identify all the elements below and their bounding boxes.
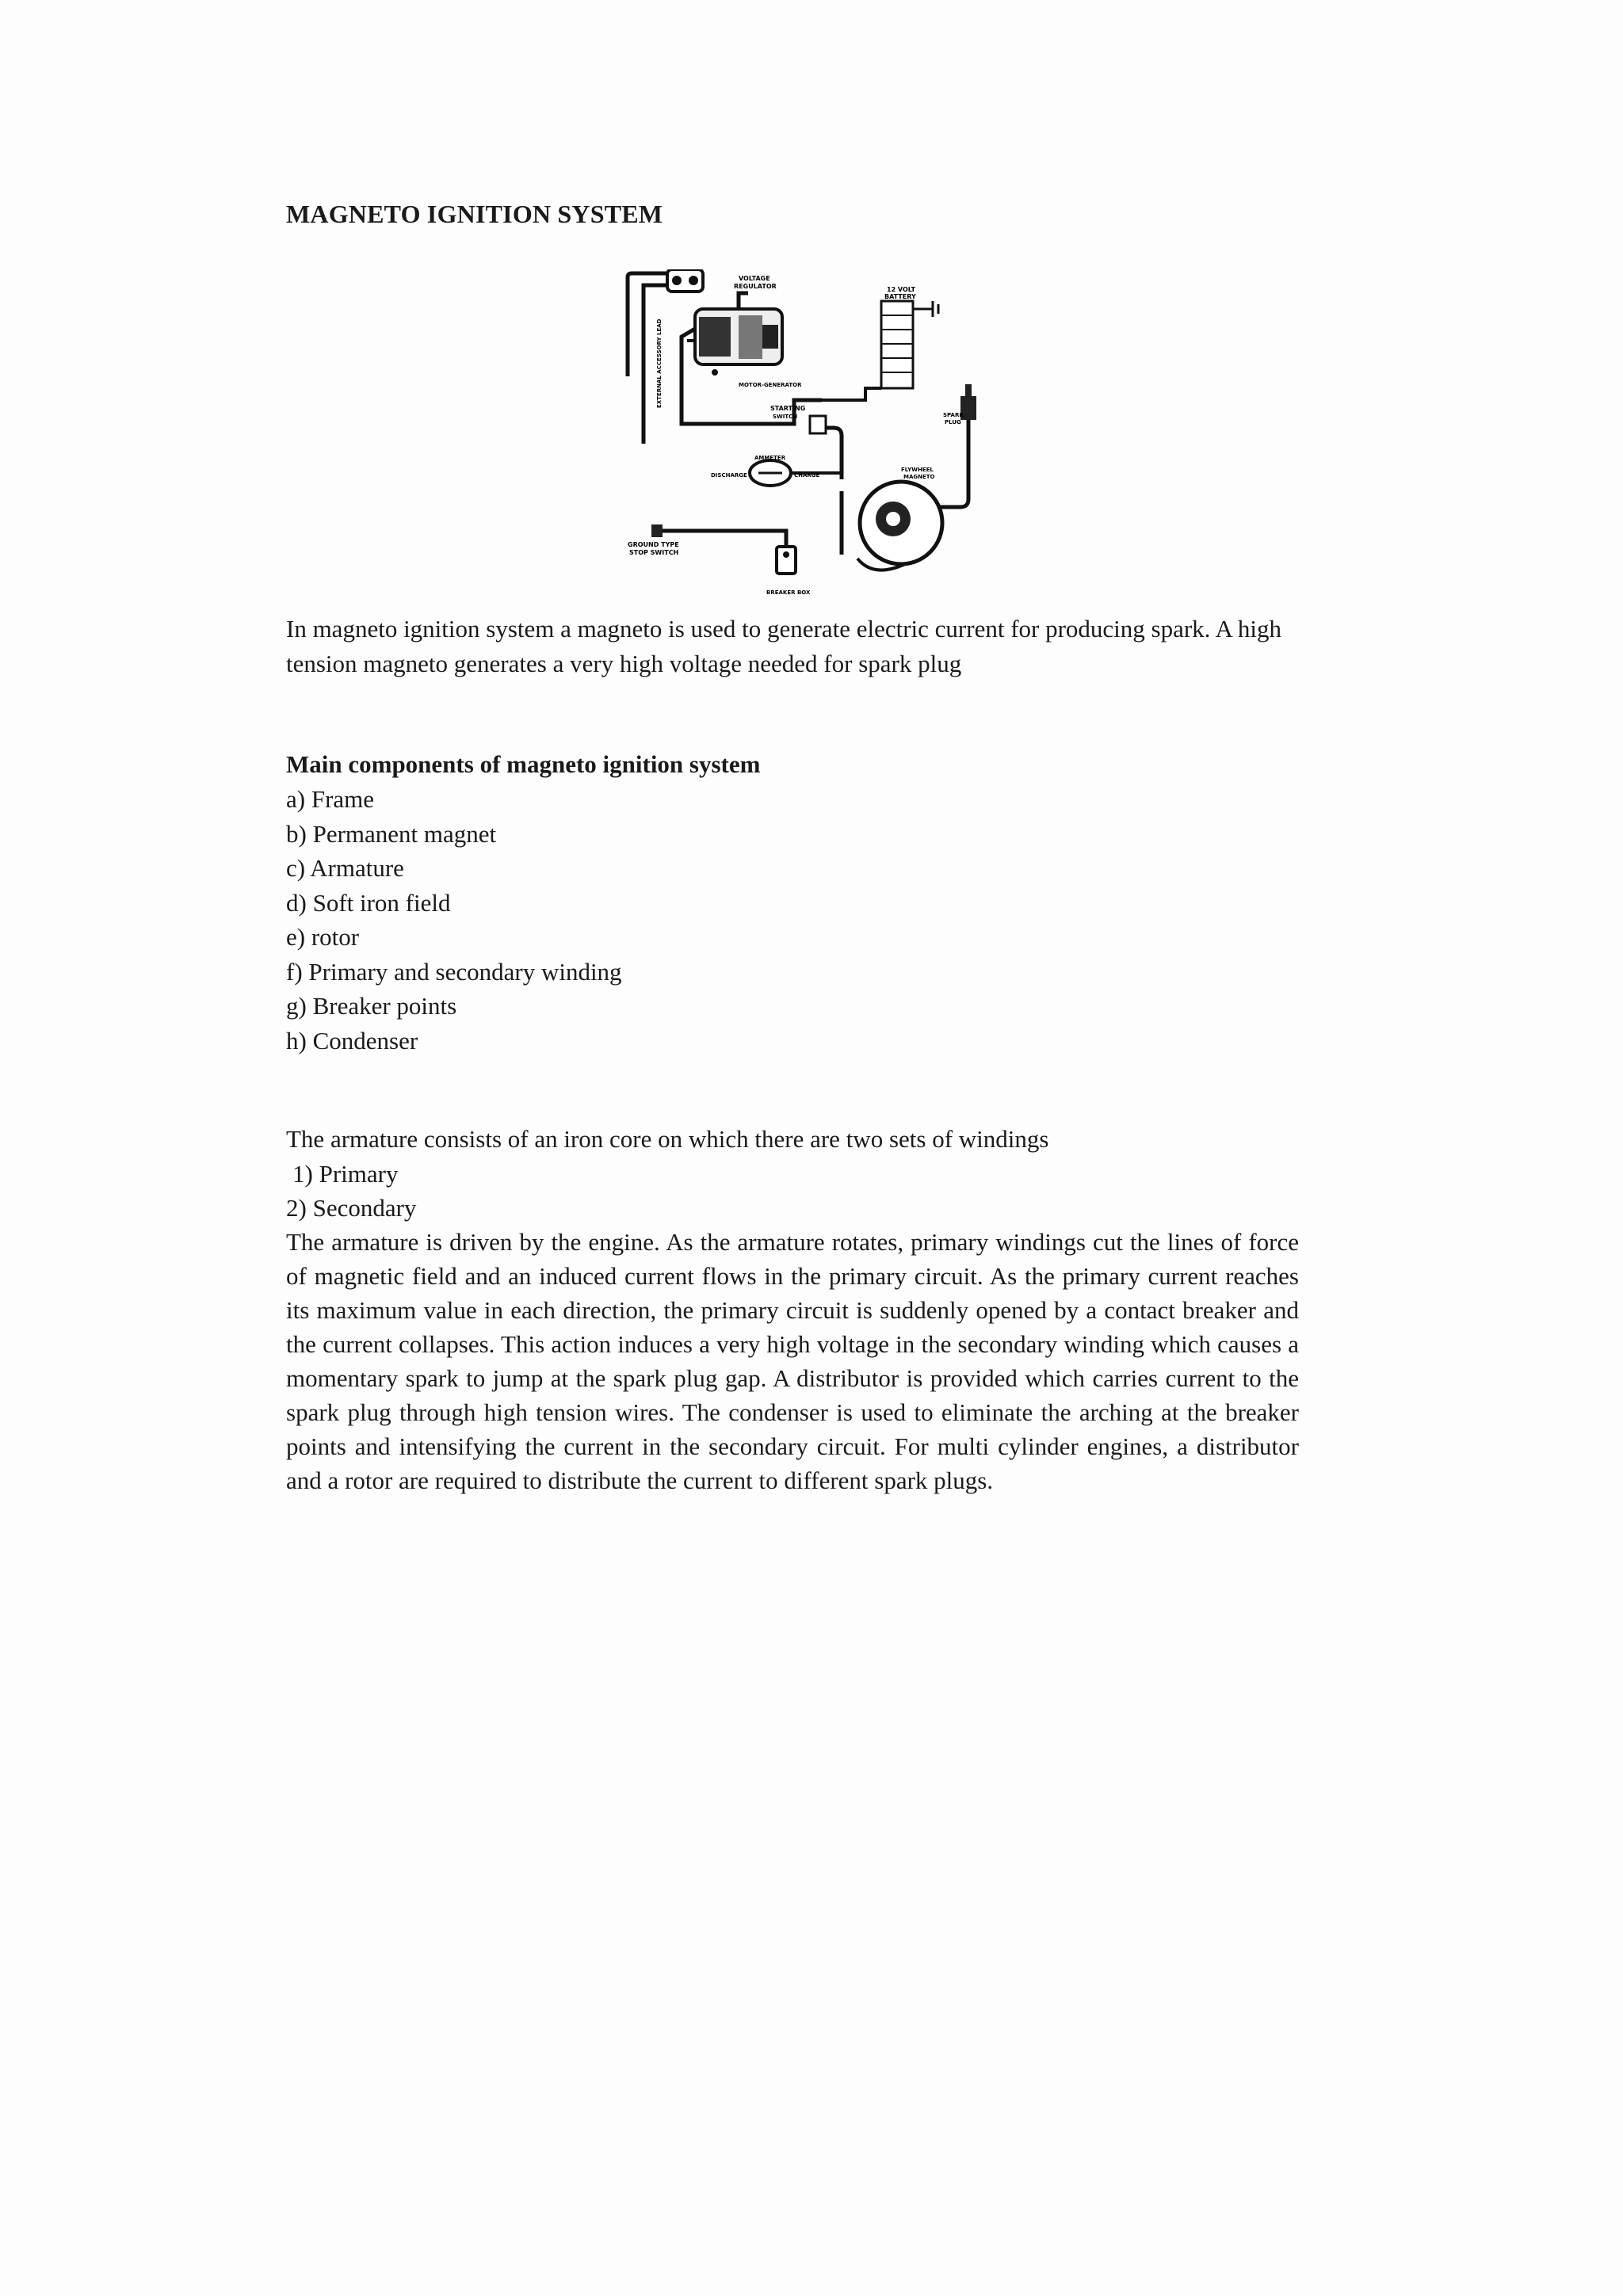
label-ammeter: AMMETER — [754, 455, 786, 461]
label-battery-1: 12 VOLT — [887, 286, 915, 293]
components-section — [286, 747, 1316, 1058]
battery-icon — [822, 301, 938, 400]
voltage-regulator-icon — [667, 269, 703, 292]
label-starting-switch-2: SWITCH — [773, 414, 798, 420]
breaker-box-icon — [777, 547, 796, 574]
diagram-svg — [620, 269, 984, 606]
motor-generator-icon — [687, 309, 782, 376]
list-item: g) Breaker points — [286, 992, 457, 1020]
label-charge: CHARGE — [794, 472, 820, 479]
armature-lead: The armature consists of an iron core on which there are two sets of windings — [286, 1125, 1049, 1153]
list-item: f) Primary and secondary winding — [286, 957, 622, 986]
armature-section — [286, 1122, 1299, 1497]
label-ground-switch-1: GROUND TYPE — [628, 541, 679, 548]
intro-paragraph — [286, 612, 1300, 681]
label-voltage-regulator-2: REGULATOR — [734, 283, 777, 290]
ground-switch-icon — [651, 524, 663, 537]
label-discharge: DISCHARGE — [711, 472, 747, 479]
components-list — [286, 782, 1316, 1058]
list-item: d) Soft iron field — [286, 888, 451, 917]
label-motor-generator: MOTOR-GENERATOR — [739, 382, 802, 388]
page-title: MAGNETO IGNITION SYSTEM — [286, 200, 663, 228]
wiring-diagram — [620, 269, 984, 606]
flywheel-magneto-icon — [857, 482, 942, 570]
label-flywheel-1: FLYWHEEL — [901, 467, 934, 473]
list-item: c) Armature — [286, 854, 404, 882]
list-item: a) Frame — [286, 785, 375, 813]
list-item: 1) Primary — [292, 1160, 399, 1188]
label-battery-2: BATTERY — [884, 293, 916, 300]
label-breaker-box: BREAKER BOX — [766, 589, 811, 596]
starting-switch-icon — [810, 416, 826, 433]
label-spark-plug-1: SPARK — [943, 412, 964, 418]
components-heading: Main components of magneto ignition system — [286, 750, 761, 778]
list-item: 2) Secondary — [286, 1194, 417, 1222]
label-flywheel-2: MAGNETO — [903, 474, 935, 480]
label-voltage-regulator-1: VOLTAGE — [739, 275, 770, 282]
label-spark-plug-2: PLUG — [945, 419, 961, 425]
label-starting-switch-1: STARTING — [770, 405, 806, 412]
list-item: h) Condenser — [286, 1026, 418, 1055]
label-ground-switch-2: STOP SWITCH — [629, 549, 679, 556]
list-item: e) rotor — [286, 923, 360, 951]
windings-list — [286, 1157, 1299, 1225]
list-item: b) Permanent magnet — [286, 819, 497, 848]
label-external-lead: EXTERNAL ACCESSORY LEAD — [656, 318, 663, 408]
armature-body: The armature is driven by the engine. As the armature rotates, primary windings cut the lines of force of magnetic field and an induced current flows in the primary circuit. As the primary current reaches its maximum value in each direction, the primary circuit is suddenly opened by a contact breaker and the current collapses. This action induces a very high voltage in the secondary winding which causes a momentary spark to jump at the spark plug gap. A distributor is provided which carries current to the spark plug through high tension wires. The condenser is used to eliminate the arching at the breaker points and intensifying the current in the secondary circuit. For multi cylinder engines, a distributor and a rotor are required to distribute the current to different spark plugs. — [286, 1228, 1299, 1494]
intro-text: In magneto ignition system a magneto is used to generate electric current for producing spark. A high tension magneto generates a very high voltage needed for spark plug — [286, 615, 1282, 677]
